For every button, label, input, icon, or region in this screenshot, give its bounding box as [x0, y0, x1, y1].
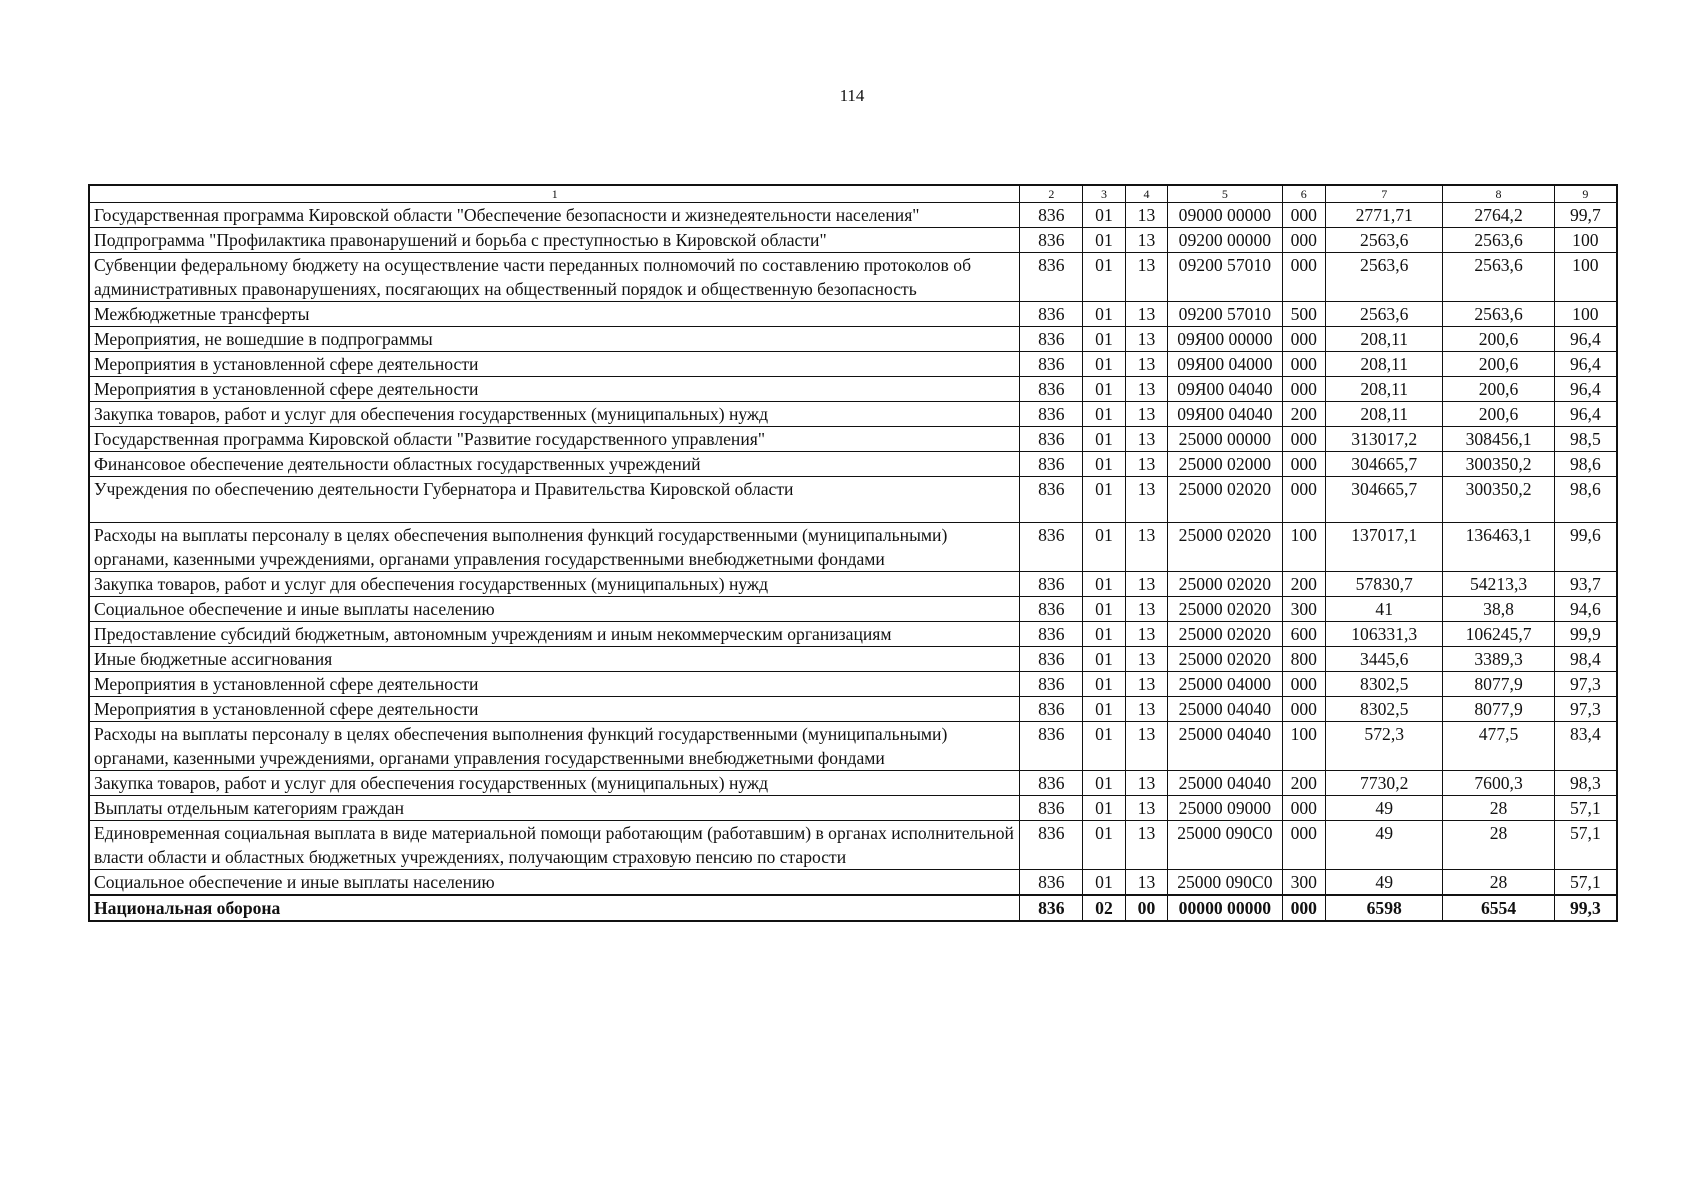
actual-amount: 200,6 — [1443, 377, 1554, 402]
actual-amount: 200,6 — [1443, 327, 1554, 352]
subsection-code: 00 — [1125, 895, 1168, 921]
section-code: 02 — [1083, 895, 1126, 921]
planned-amount: 6598 — [1326, 895, 1443, 921]
ved-code: 836 — [1020, 327, 1083, 352]
table-row — [89, 452, 1617, 477]
ved-code: 836 — [1020, 597, 1083, 622]
ved-code: 836 — [1020, 302, 1083, 327]
row-name: Выплаты отдельным категориям граждан — [89, 796, 1020, 821]
subsection-code: 13 — [1125, 302, 1168, 327]
execution-percent: 99,6 — [1554, 523, 1617, 572]
execution-percent: 96,4 — [1554, 327, 1617, 352]
expense-type-code: 000 — [1282, 477, 1326, 523]
section-code: 01 — [1083, 771, 1126, 796]
execution-percent: 97,3 — [1554, 697, 1617, 722]
planned-amount: 304665,7 — [1326, 452, 1443, 477]
planned-amount: 208,11 — [1326, 327, 1443, 352]
ved-code: 836 — [1020, 427, 1083, 452]
ved-code: 836 — [1020, 672, 1083, 697]
column-header-2: 2 — [1020, 185, 1083, 203]
section-code: 01 — [1083, 427, 1126, 452]
subsection-code: 13 — [1125, 523, 1168, 572]
row-name: Учреждения по обеспечению деятельности Губернатора и Правительства Кировской области — [89, 477, 1020, 523]
table-row — [89, 477, 1617, 523]
ved-code: 836 — [1020, 821, 1083, 870]
subsection-code: 13 — [1125, 377, 1168, 402]
execution-percent: 99,9 — [1554, 622, 1617, 647]
column-header-3: 3 — [1083, 185, 1126, 203]
table-row — [89, 572, 1617, 597]
row-name: Мероприятия в установленной сфере деятельности — [89, 352, 1020, 377]
planned-amount: 2563,6 — [1326, 302, 1443, 327]
expense-type-code: 000 — [1282, 452, 1326, 477]
subsection-code: 13 — [1125, 697, 1168, 722]
target-article-code: 25000 00000 — [1168, 427, 1282, 452]
expense-type-code: 000 — [1282, 352, 1326, 377]
execution-percent: 93,7 — [1554, 572, 1617, 597]
subsection-code: 13 — [1125, 253, 1168, 302]
table-row — [89, 895, 1617, 921]
subsection-code: 13 — [1125, 821, 1168, 870]
actual-amount: 54213,3 — [1443, 572, 1554, 597]
expense-type-code: 200 — [1282, 402, 1326, 427]
subsection-code: 13 — [1125, 452, 1168, 477]
execution-percent: 98,6 — [1554, 477, 1617, 523]
subsection-code: 13 — [1125, 477, 1168, 523]
target-article-code: 25000 02020 — [1168, 572, 1282, 597]
actual-amount: 200,6 — [1443, 352, 1554, 377]
expense-type-code: 800 — [1282, 647, 1326, 672]
target-article-code: 25000 02020 — [1168, 597, 1282, 622]
ved-code: 836 — [1020, 796, 1083, 821]
planned-amount: 106331,3 — [1326, 622, 1443, 647]
subsection-code: 13 — [1125, 722, 1168, 771]
column-header-1: 1 — [89, 185, 1020, 203]
expense-type-code: 300 — [1282, 597, 1326, 622]
expense-type-code: 000 — [1282, 228, 1326, 253]
actual-amount: 6554 — [1443, 895, 1554, 921]
actual-amount: 2563,6 — [1443, 302, 1554, 327]
target-article-code: 09200 00000 — [1168, 228, 1282, 253]
subsection-code: 13 — [1125, 352, 1168, 377]
section-code: 01 — [1083, 796, 1126, 821]
execution-percent: 98,5 — [1554, 427, 1617, 452]
section-code: 01 — [1083, 523, 1126, 572]
section-code: 01 — [1083, 402, 1126, 427]
execution-percent: 98,3 — [1554, 771, 1617, 796]
execution-percent: 100 — [1554, 253, 1617, 302]
subsection-code: 13 — [1125, 597, 1168, 622]
planned-amount: 2563,6 — [1326, 253, 1443, 302]
expense-type-code: 600 — [1282, 622, 1326, 647]
table-row — [89, 203, 1617, 228]
subsection-code: 13 — [1125, 203, 1168, 228]
expense-type-code: 000 — [1282, 427, 1326, 452]
table-row — [89, 327, 1617, 352]
planned-amount: 49 — [1326, 821, 1443, 870]
column-header-4: 4 — [1125, 185, 1168, 203]
table-row — [89, 253, 1617, 302]
ved-code: 836 — [1020, 771, 1083, 796]
target-article-code: 25000 04000 — [1168, 672, 1282, 697]
header-row — [89, 185, 1617, 203]
row-name: Субвенции федеральному бюджету на осуществление части переданных полномочий по составлению протоколов об административных правонарушениях, посягающих на общественный порядок и общественную безопасность — [89, 253, 1020, 302]
target-article-code: 25000 09000 — [1168, 796, 1282, 821]
table-row — [89, 722, 1617, 771]
expense-type-code: 000 — [1282, 377, 1326, 402]
ved-code: 836 — [1020, 572, 1083, 597]
section-code: 01 — [1083, 572, 1126, 597]
execution-percent: 100 — [1554, 302, 1617, 327]
target-article-code: 09200 57010 — [1168, 253, 1282, 302]
planned-amount: 3445,6 — [1326, 647, 1443, 672]
ved-code: 836 — [1020, 377, 1083, 402]
ved-code: 836 — [1020, 352, 1083, 377]
planned-amount: 304665,7 — [1326, 477, 1443, 523]
row-name: Иные бюджетные ассигнования — [89, 647, 1020, 672]
execution-percent: 83,4 — [1554, 722, 1617, 771]
actual-amount: 2563,6 — [1443, 228, 1554, 253]
planned-amount: 49 — [1326, 796, 1443, 821]
actual-amount: 477,5 — [1443, 722, 1554, 771]
row-name: Финансовое обеспечение деятельности областных государственных учреждений — [89, 452, 1020, 477]
actual-amount: 300350,2 — [1443, 452, 1554, 477]
actual-amount: 28 — [1443, 796, 1554, 821]
table-row — [89, 622, 1617, 647]
row-name: Государственная программа Кировской области "Развитие государственного управления" — [89, 427, 1020, 452]
column-header-9: 9 — [1554, 185, 1617, 203]
target-article-code: 09Я00 00000 — [1168, 327, 1282, 352]
subsection-code: 13 — [1125, 402, 1168, 427]
planned-amount: 8302,5 — [1326, 672, 1443, 697]
planned-amount: 313017,2 — [1326, 427, 1443, 452]
target-article-code: 25000 090С0 — [1168, 821, 1282, 870]
table-row — [89, 771, 1617, 796]
target-article-code: 09200 57010 — [1168, 302, 1282, 327]
ved-code: 836 — [1020, 697, 1083, 722]
ved-code: 836 — [1020, 722, 1083, 771]
planned-amount: 208,11 — [1326, 377, 1443, 402]
column-header-8: 8 — [1443, 185, 1554, 203]
planned-amount: 49 — [1326, 870, 1443, 896]
budget-table — [88, 184, 1618, 922]
section-code: 01 — [1083, 672, 1126, 697]
subsection-code: 13 — [1125, 672, 1168, 697]
expense-type-code: 100 — [1282, 722, 1326, 771]
planned-amount: 8302,5 — [1326, 697, 1443, 722]
expense-type-code: 000 — [1282, 203, 1326, 228]
execution-percent: 94,6 — [1554, 597, 1617, 622]
expense-type-code: 000 — [1282, 895, 1326, 921]
ved-code: 836 — [1020, 895, 1083, 921]
ved-code: 836 — [1020, 228, 1083, 253]
actual-amount: 300350,2 — [1443, 477, 1554, 523]
section-code: 01 — [1083, 477, 1126, 523]
expense-type-code: 500 — [1282, 302, 1326, 327]
subsection-code: 13 — [1125, 228, 1168, 253]
execution-percent: 96,4 — [1554, 352, 1617, 377]
table-row — [89, 647, 1617, 672]
actual-amount: 106245,7 — [1443, 622, 1554, 647]
table-row — [89, 821, 1617, 870]
planned-amount: 208,11 — [1326, 352, 1443, 377]
ved-code: 836 — [1020, 253, 1083, 302]
execution-percent: 98,4 — [1554, 647, 1617, 672]
target-article-code: 09Я00 04040 — [1168, 377, 1282, 402]
table-row — [89, 697, 1617, 722]
row-name: Национальная оборона — [89, 895, 1020, 921]
page-number: 114 — [839, 86, 865, 105]
row-name: Межбюджетные трансферты — [89, 302, 1020, 327]
execution-percent: 98,6 — [1554, 452, 1617, 477]
expense-type-code: 000 — [1282, 672, 1326, 697]
section-code: 01 — [1083, 452, 1126, 477]
target-article-code: 25000 04040 — [1168, 771, 1282, 796]
expense-type-code: 300 — [1282, 870, 1326, 896]
target-article-code: 09Я00 04040 — [1168, 402, 1282, 427]
row-name: Мероприятия, не вошедшие в подпрограммы — [89, 327, 1020, 352]
row-name: Расходы на выплаты персоналу в целях обеспечения выполнения функций государственными (муниципальными) органами, казенными учреждениями, органами управления государственными внебюджетными фондами — [89, 722, 1020, 771]
section-code: 01 — [1083, 722, 1126, 771]
actual-amount: 7600,3 — [1443, 771, 1554, 796]
row-name: Мероприятия в установленной сфере деятельности — [89, 377, 1020, 402]
planned-amount: 208,11 — [1326, 402, 1443, 427]
row-name: Мероприятия в установленной сфере деятельности — [89, 697, 1020, 722]
ved-code: 836 — [1020, 203, 1083, 228]
ved-code: 836 — [1020, 870, 1083, 896]
ved-code: 836 — [1020, 402, 1083, 427]
table-row — [89, 796, 1617, 821]
ved-code: 836 — [1020, 647, 1083, 672]
row-name: Закупка товаров, работ и услуг для обеспечения государственных (муниципальных) нужд — [89, 572, 1020, 597]
table-row — [89, 352, 1617, 377]
section-code: 01 — [1083, 327, 1126, 352]
column-header-5: 5 — [1168, 185, 1282, 203]
planned-amount: 572,3 — [1326, 722, 1443, 771]
row-name: Расходы на выплаты персоналу в целях обеспечения выполнения функций государственными (муниципальными) органами, казенными учреждениями, органами управления государственными внебюджетными фондами — [89, 523, 1020, 572]
execution-percent: 57,1 — [1554, 870, 1617, 896]
target-article-code: 25000 02000 — [1168, 452, 1282, 477]
planned-amount: 2563,6 — [1326, 228, 1443, 253]
table-row — [89, 523, 1617, 572]
table-body — [89, 203, 1617, 922]
table-row — [89, 228, 1617, 253]
row-name: Государственная программа Кировской области "Обеспечение безопасности и жизнедеятельности населения" — [89, 203, 1020, 228]
target-article-code: 00000 00000 — [1168, 895, 1282, 921]
expense-type-code: 000 — [1282, 253, 1326, 302]
expense-type-code: 000 — [1282, 821, 1326, 870]
row-name: Предоставление субсидий бюджетным, автономным учреждениям и иным некоммерческим организациям — [89, 622, 1020, 647]
planned-amount: 57830,7 — [1326, 572, 1443, 597]
ved-code: 836 — [1020, 452, 1083, 477]
planned-amount: 41 — [1326, 597, 1443, 622]
actual-amount: 136463,1 — [1443, 523, 1554, 572]
actual-amount: 200,6 — [1443, 402, 1554, 427]
execution-percent: 57,1 — [1554, 796, 1617, 821]
ved-code: 836 — [1020, 477, 1083, 523]
ved-code: 836 — [1020, 523, 1083, 572]
target-article-code: 25000 02020 — [1168, 523, 1282, 572]
column-header-6: 6 — [1282, 185, 1326, 203]
actual-amount: 8077,9 — [1443, 697, 1554, 722]
section-code: 01 — [1083, 377, 1126, 402]
table-row — [89, 377, 1617, 402]
subsection-code: 13 — [1125, 427, 1168, 452]
subsection-code: 13 — [1125, 327, 1168, 352]
row-name: Единовременная социальная выплата в виде материальной помощи работающим (работавшим) в органах исполнительной власти области и областных бюджетных учреждениях, получающим страховую пенсию по старости — [89, 821, 1020, 870]
expense-type-code: 000 — [1282, 327, 1326, 352]
expense-type-code: 200 — [1282, 771, 1326, 796]
row-name: Социальное обеспечение и иные выплаты населению — [89, 870, 1020, 896]
actual-amount: 38,8 — [1443, 597, 1554, 622]
execution-percent: 96,4 — [1554, 377, 1617, 402]
section-code: 01 — [1083, 352, 1126, 377]
table-row — [89, 427, 1617, 452]
execution-percent: 99,3 — [1554, 895, 1617, 921]
section-code: 01 — [1083, 821, 1126, 870]
section-code: 01 — [1083, 302, 1126, 327]
subsection-code: 13 — [1125, 870, 1168, 896]
table-row — [89, 402, 1617, 427]
section-code: 01 — [1083, 647, 1126, 672]
row-name: Закупка товаров, работ и услуг для обеспечения государственных (муниципальных) нужд — [89, 771, 1020, 796]
section-code: 01 — [1083, 253, 1126, 302]
section-code: 01 — [1083, 203, 1126, 228]
target-article-code: 25000 04040 — [1168, 722, 1282, 771]
execution-percent: 96,4 — [1554, 402, 1617, 427]
row-name: Мероприятия в установленной сфере деятельности — [89, 672, 1020, 697]
execution-percent: 99,7 — [1554, 203, 1617, 228]
row-name: Закупка товаров, работ и услуг для обеспечения государственных (муниципальных) нужд — [89, 402, 1020, 427]
subsection-code: 13 — [1125, 796, 1168, 821]
actual-amount: 2563,6 — [1443, 253, 1554, 302]
row-name: Социальное обеспечение и иные выплаты населению — [89, 597, 1020, 622]
target-article-code: 25000 04040 — [1168, 697, 1282, 722]
actual-amount: 8077,9 — [1443, 672, 1554, 697]
planned-amount: 137017,1 — [1326, 523, 1443, 572]
section-code: 01 — [1083, 622, 1126, 647]
actual-amount: 28 — [1443, 870, 1554, 896]
column-header-7: 7 — [1326, 185, 1443, 203]
table-row — [89, 597, 1617, 622]
execution-percent: 100 — [1554, 228, 1617, 253]
subsection-code: 13 — [1125, 771, 1168, 796]
expense-type-code: 200 — [1282, 572, 1326, 597]
expense-type-code: 000 — [1282, 697, 1326, 722]
target-article-code: 25000 02020 — [1168, 477, 1282, 523]
actual-amount: 28 — [1443, 821, 1554, 870]
expense-type-code: 100 — [1282, 523, 1326, 572]
row-name: Подпрограмма "Профилактика правонарушений и борьба с преступностью в Кировской области" — [89, 228, 1020, 253]
actual-amount: 308456,1 — [1443, 427, 1554, 452]
expense-type-code: 000 — [1282, 796, 1326, 821]
section-code: 01 — [1083, 597, 1126, 622]
section-code: 01 — [1083, 870, 1126, 896]
target-article-code: 09Я00 04000 — [1168, 352, 1282, 377]
target-article-code: 25000 02020 — [1168, 647, 1282, 672]
subsection-code: 13 — [1125, 647, 1168, 672]
table-row — [89, 870, 1617, 896]
table-row — [89, 672, 1617, 697]
execution-percent: 97,3 — [1554, 672, 1617, 697]
section-code: 01 — [1083, 697, 1126, 722]
target-article-code: 25000 090С0 — [1168, 870, 1282, 896]
execution-percent: 57,1 — [1554, 821, 1617, 870]
planned-amount: 7730,2 — [1326, 771, 1443, 796]
planned-amount: 2771,71 — [1326, 203, 1443, 228]
subsection-code: 13 — [1125, 572, 1168, 597]
target-article-code: 09000 00000 — [1168, 203, 1282, 228]
section-code: 01 — [1083, 228, 1126, 253]
table-row — [89, 302, 1617, 327]
actual-amount: 3389,3 — [1443, 647, 1554, 672]
actual-amount: 2764,2 — [1443, 203, 1554, 228]
subsection-code: 13 — [1125, 622, 1168, 647]
ved-code: 836 — [1020, 622, 1083, 647]
target-article-code: 25000 02020 — [1168, 622, 1282, 647]
